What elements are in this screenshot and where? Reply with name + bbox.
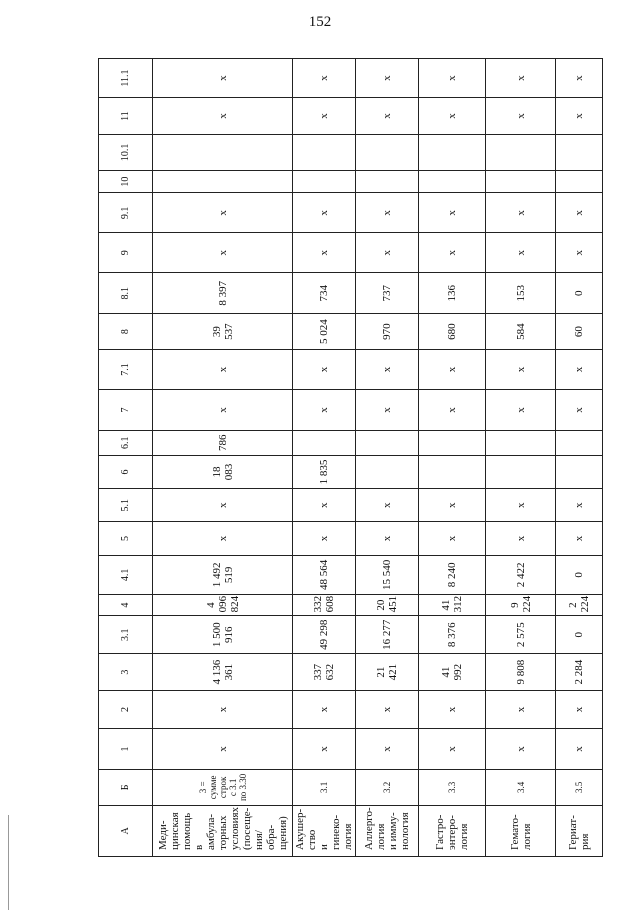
table-cell: x [486,193,556,233]
table-cell [356,170,419,193]
table-cell: 16 277 [356,616,419,654]
table-cell: x [486,98,556,135]
table-cell [419,170,486,193]
table-cell: 9 808 [486,654,556,691]
table-cell: x [293,728,356,769]
table-cell [153,134,293,170]
table-cell: x [419,59,486,98]
table-cell: 8 376 [419,616,486,654]
table-cell: x [293,522,356,556]
table-cell: x [486,233,556,273]
table-cell: 49 298 [293,616,356,654]
table-cell: x [556,193,603,233]
table-cell: x [153,59,293,98]
table-cell: x [556,489,603,522]
column-header: 9.1 [99,193,153,233]
table-cell: x [153,522,293,556]
data-table [98,58,603,857]
row-label-cell: Акушер- ство и гинеко- логия [293,805,356,856]
table-cell: 41 992 [419,654,486,691]
table-cell: 970 [356,314,419,350]
column-header: 4 [99,594,153,616]
row-code-cell: 3.2 [356,769,419,805]
table-cell: x [556,233,603,273]
table-cell: x [153,193,293,233]
column-header: 4.1 [99,555,153,594]
table-cell: x [356,489,419,522]
table-cell: x [356,522,419,556]
table-cell: x [419,98,486,135]
table-cell: 2 224 [556,594,603,616]
table-cell: 5 024 [293,314,356,350]
column-header: 11 [99,98,153,135]
table-cell: x [486,59,556,98]
row-label-cell: Аллерго- логия и иммy- нология [356,805,419,856]
table-cell [293,170,356,193]
table-cell [153,170,293,193]
column-header: 2 [99,691,153,729]
table-cell: 1 492 519 [153,555,293,594]
column-header: 8.1 [99,273,153,314]
table-cell: x [293,233,356,273]
column-header: 7 [99,389,153,430]
table-cell: x [486,691,556,729]
scan-edge-line [8,815,9,910]
table-cell: 136 [419,273,486,314]
row-label-cell: Гемато- логия [486,805,556,856]
table-cell: 2 284 [556,654,603,691]
table-cell: x [153,233,293,273]
table-cell: 4 096 824 [153,594,293,616]
table-cell [486,134,556,170]
page-number: 152 [308,14,332,30]
column-header: 1 [99,728,153,769]
table-cell [556,170,603,193]
table-cell: x [486,728,556,769]
table-cell: x [486,350,556,390]
table-cell: x [419,522,486,556]
table-cell: 0 [556,273,603,314]
table-cell: x [419,350,486,390]
table-cell [486,455,556,489]
table-cell: x [356,389,419,430]
table-cell [356,455,419,489]
table-row [356,59,419,857]
table-cell: x [293,691,356,729]
table-cell [556,134,603,170]
table-cell: 2 575 [486,616,556,654]
table-cell: x [419,233,486,273]
row-label-cell: Меди- цинская помощь в амбула- торных условиях (посеще- ния/обра- щения) [153,805,293,856]
table-body [99,59,603,857]
table-row [556,59,603,857]
table-cell: x [293,193,356,233]
table-row [486,59,556,857]
column-header: 9 [99,233,153,273]
table-cell: 2 422 [486,555,556,594]
table-row [419,59,486,857]
table-cell: x [293,98,356,135]
table-cell: 737 [356,273,419,314]
table-cell: 8 397 [153,273,293,314]
table-cell: x [356,233,419,273]
table-cell: x [556,98,603,135]
table-cell: x [356,350,419,390]
column-header: 3.1 [99,616,153,654]
table-cell: x [293,389,356,430]
table-cell: 0 [556,616,603,654]
table-cell: 18 083 [153,455,293,489]
table-cell [293,134,356,170]
table-cell: x [293,59,356,98]
table-cell: 41 312 [419,594,486,616]
column-header: Б [99,769,153,805]
table-cell: x [419,691,486,729]
column-header: 6.1 [99,430,153,455]
table-cell: x [153,489,293,522]
table-cell [293,430,356,455]
row-label-cell: Гастро- энтеро- логия [419,805,486,856]
table-cell: x [419,489,486,522]
table-cell: 337 632 [293,654,356,691]
table-cell: x [419,389,486,430]
table-cell: x [153,691,293,729]
table-cell [419,134,486,170]
table-cell: 153 [486,273,556,314]
table-cell: x [153,350,293,390]
table-cell: x [486,389,556,430]
table-cell: 332 608 [293,594,356,616]
column-header: 5.1 [99,489,153,522]
table-cell: x [486,522,556,556]
table-cell [556,455,603,489]
table-cell: x [356,98,419,135]
table-cell [356,134,419,170]
table-cell: x [153,728,293,769]
table-cell: x [419,728,486,769]
column-header: 11.1 [99,59,153,98]
table-cell: 8 240 [419,555,486,594]
row-code-cell: 3.1 [293,769,356,805]
table-cell: 0 [556,555,603,594]
row-code-cell: 3.4 [486,769,556,805]
table-cell: 48 564 [293,555,356,594]
row-label-cell: Гериат- рия [556,805,603,856]
header-row [99,59,153,857]
column-header: А [99,805,153,856]
table-cell: 60 [556,314,603,350]
row-code-cell: 3.5 [556,769,603,805]
column-header: 6 [99,455,153,489]
table-cell [419,430,486,455]
table-cell: x [556,350,603,390]
table-cell: 20 451 [356,594,419,616]
table-cell: x [356,691,419,729]
row-code-cell: 3 = сумме строк с 3.1 по 3.30 [153,769,293,805]
table-cell: x [556,59,603,98]
table-cell: 584 [486,314,556,350]
table-cell: 9 224 [486,594,556,616]
table-cell: x [356,59,419,98]
row-code-cell: 3.3 [419,769,486,805]
table-cell: 39 537 [153,314,293,350]
column-header: 5 [99,522,153,556]
column-header: 8 [99,314,153,350]
table-cell: x [356,728,419,769]
table-cell: x [556,389,603,430]
table-cell [356,430,419,455]
table-cell: 4 136 361 [153,654,293,691]
table-cell: x [293,489,356,522]
table-cell: x [556,728,603,769]
table-row [153,59,293,857]
table-cell [419,455,486,489]
table-cell: x [419,193,486,233]
table-row [293,59,356,857]
rotated-table-container [98,58,600,857]
table-cell: x [556,691,603,729]
table-cell: 680 [419,314,486,350]
table-cell: 1 835 [293,455,356,489]
table-cell [556,430,603,455]
column-header: 10.1 [99,134,153,170]
table-cell [486,170,556,193]
table-cell: x [293,350,356,390]
table-cell: 15 540 [356,555,419,594]
table-cell: x [153,98,293,135]
table-cell: x [486,489,556,522]
table-cell: 1 500 916 [153,616,293,654]
table-cell: x [356,193,419,233]
table-cell: 21 421 [356,654,419,691]
table-cell: 734 [293,273,356,314]
table-cell: x [556,522,603,556]
table-cell: x [153,389,293,430]
table-cell [486,430,556,455]
column-header: 10 [99,170,153,193]
column-header: 3 [99,654,153,691]
column-header: 7.1 [99,350,153,390]
table-cell: 786 [153,430,293,455]
